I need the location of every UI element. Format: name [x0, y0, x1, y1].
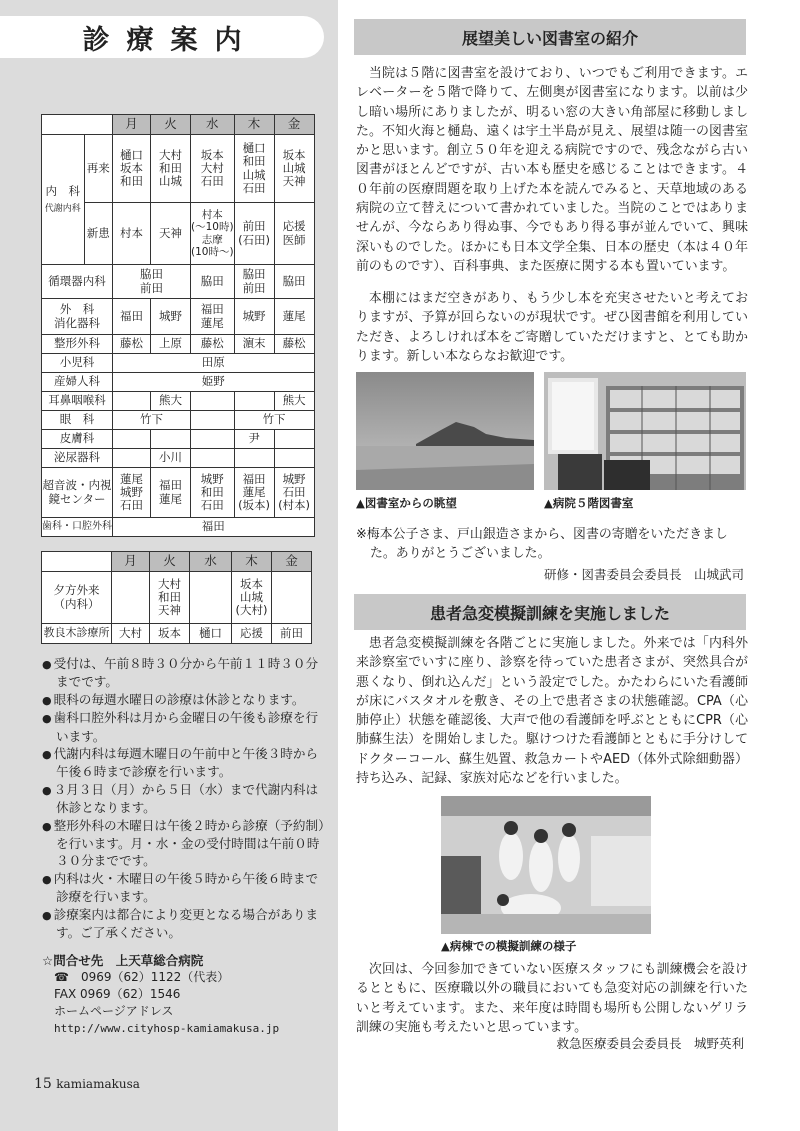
dept-naika: 内 科 代謝内科 [42, 135, 85, 265]
cell: 村本 (～10時) 志摩 (10時～) [191, 203, 235, 265]
cell: 大村 和田 天神 [150, 572, 190, 624]
cell: 城野 和田 石田 [191, 468, 235, 518]
naika-shinkan-label: 新患 [84, 203, 112, 265]
cell: 村本 [113, 203, 151, 265]
cell: 田原 [113, 354, 315, 373]
library-paragraph-2: 本棚にはまだ空きがあり、もう少し本を充実させたいと考えておりますが、予算が回らないのが現状です。ぜひ図書館を利用していただき、よろしければ本をご寄贈していただけますと、とても助かります。新しい本ならなお歓迎です。 [356, 291, 748, 364]
cell: 蓮尾 [274, 299, 314, 335]
library-photo [544, 372, 746, 490]
day-mon: 月 [112, 552, 150, 572]
donation-thanks: ※梅本公子さま、戸山銀造さまから、図書の寄贈をいただきました。ありがとうございました。 [356, 527, 728, 562]
dept-hinyoki: 泌尿器科 [42, 449, 113, 468]
cell: 城野 石田 (村本) [274, 468, 314, 518]
cell: 坂本 [150, 624, 190, 644]
cell: 熊大 [151, 392, 191, 411]
drill-paragraph-1: 患者急変模擬訓練を各階ごとに実施しました。外来では「内科外来診察室でいすに座り、診察を待っていた患者さまが、突然具合が悪くなり、倒れ込んだ」という設定でした。かたわらにいた看護師が床にバスタオルを敷き、その上で患者さまの状態確認。CPA（心肺停止）状態を確認後、大声で他の看護師を呼ぶとともにCPR（心肺蘇生法）を開始しました。駆けつけた看護師とともに手分けしてドクターコール、蘇生処置、救急カートやAED（体外式除細動器）持ち込み、記録、家族対応などを行いました。 [356, 636, 748, 787]
dept-kyoragi: 教良木診療所 [42, 624, 112, 644]
note-item: ● 受付は、午前８時３０分から午前１１時３０分までです。 [42, 655, 330, 691]
day-tue: 火 [151, 115, 191, 135]
cell: 藤松 [191, 335, 235, 354]
day-thu: 木 [232, 552, 272, 572]
cell: 応援 医師 [274, 203, 314, 265]
cell: 樋口 和田 山城 石田 [234, 135, 274, 203]
sea-view-photo [356, 372, 534, 490]
note-item: ● 代謝内科は毎週木曜日の午前中と午後３時から午後６時まで診療を行います。 [42, 745, 330, 781]
drill-section-title: 患者急変模擬訓練を実施しました [354, 594, 746, 630]
dept-shika: 歯科・口腔外科 [42, 518, 113, 537]
evening-table [41, 551, 312, 644]
dept-shoni: 小児科 [42, 354, 113, 373]
contact-block [42, 952, 338, 1037]
schedule-table [41, 114, 315, 537]
cell: 大村 和田 山城 [151, 135, 191, 203]
dept-junkanki: 循環器内科 [42, 265, 113, 299]
contact-head: ☆問合せ先 上天草総合病院 [42, 953, 204, 968]
drill-signature: 救急医療委員会委員長 城野英利 [556, 1036, 744, 1051]
cell: 城野 [234, 299, 274, 335]
note-item: ● 歯科口腔外科は月から金曜日の午後も診療を行います。 [42, 709, 330, 745]
contact-fax: FAX 0969（62）1546 [54, 987, 181, 1001]
cell: 竹下 [113, 411, 191, 430]
caption-drill: ▲病棟での模擬訓練の様子 [441, 939, 577, 953]
note-item: ● 診療案内は都合により変更となる場合があります。ご了承ください。 [42, 906, 330, 942]
page-number: 15 kamiamakusa [34, 1076, 140, 1092]
dept-seikei: 整形外科 [42, 335, 113, 354]
library-section-title: 展望美しい図書室の紹介 [354, 19, 746, 55]
cell: 樋口 坂本 和田 [113, 135, 151, 203]
note-item: ● 眼科の毎週水曜日の診療は休診となります。 [42, 691, 330, 709]
cell: 前田 (石田) [234, 203, 274, 265]
cell: 坂本 大村 石田 [191, 135, 235, 203]
cell: 濵末 [234, 335, 274, 354]
schedule-title-banner [0, 16, 324, 58]
drill-paragraph-2: 次回は、今回参加できていない医療スタッフにも訓練機会を設けるとともに、医療職以外の職員においても急変対応の訓練を行いたいと考えています。また、来年度は時間も場所も公開しないゲリラ訓練の実施も考えたいと思っています。 [356, 962, 748, 1035]
library-signature: 研修・図書委員会委員長 山城武司 [543, 567, 744, 582]
cell: 福田 蓮尾 [191, 299, 235, 335]
cell: 小川 [151, 449, 191, 468]
contact-hp-label: ホームページアドレス [54, 1004, 174, 1018]
cell: 福田 [113, 518, 315, 537]
cell: 前田 [272, 624, 312, 644]
cell: 天神 [151, 203, 191, 265]
cell: 樋口 [190, 624, 232, 644]
dept-choonpa: 超音波・内視 鏡センター [42, 468, 113, 518]
cell: 坂本 山城 天神 [274, 135, 314, 203]
note-item: ● 内科は火・木曜日の午後５時から午後６時まで診療を行います。 [42, 870, 330, 906]
cell: 福田 [113, 299, 151, 335]
note-item: ● ３月３日（月）から５日（水）まで代謝内科は休診となります。 [42, 781, 330, 817]
cell: 城野 [151, 299, 191, 335]
dept-jibi: 耳鼻咽喉科 [42, 392, 113, 411]
cell: 脇田 [191, 265, 235, 299]
cell: 応援 [232, 624, 272, 644]
naika-saisho-label: 再来 [84, 135, 112, 203]
library-paragraph-1: 当院は５階に図書室を設けており、いつでもご利用できます。エレベーターを５階で降りて、左側奥が図書室になります。以前は少し暗い場所にありましたが、明るい窓の大きい角部屋に移動しました。不知火海と樋島、遠くは宇土半島が見え、展望は随一の図書室かと思います。創立５０年を迎える病院ですので、残念ながら古い図書がほとんどですが、古い本も歴史を感じることはできます。４０年前の医療問題を取り上げた本を読んでみると、天草地域のある病院の立て替えについて書かれていました。当院のことではありませんが、今ならあり得ぬ事、今でもあり得る事が並んでいて、興味深いものでした。ほかにも日本文学全集、日本の歴史（本は４０年前のものです）、百科事典、また医療に関する本も置いています。 [356, 66, 748, 274]
cell: 福田 蓮尾 [151, 468, 191, 518]
day-wed: 水 [190, 552, 232, 572]
cell: 姫野 [113, 373, 315, 392]
cell: 脇田 [274, 265, 314, 299]
cell: 藤松 [274, 335, 314, 354]
dept-hifu: 皮膚科 [42, 430, 113, 449]
cell: 脇田 前田 [234, 265, 274, 299]
cell: 藤松 [113, 335, 151, 354]
cell: 熊大 [274, 392, 314, 411]
cell: 坂本 山城 (大村) [232, 572, 272, 624]
dept-geka: 外 科 消化器科 [42, 299, 113, 335]
cell: 脇田 前田 [113, 265, 191, 299]
schedule-title: 診療案内 [82, 24, 259, 56]
drill-photo [441, 796, 651, 934]
day-fri: 金 [272, 552, 312, 572]
notes-list [42, 655, 330, 942]
contact-tel: ☎ 0969（62）1122（代表） [54, 970, 230, 984]
caption-sea-view: ▲図書室からの眺望 [356, 496, 457, 510]
cell: 大村 [112, 624, 150, 644]
dept-ganka: 眼 科 [42, 411, 113, 430]
day-mon: 月 [113, 115, 151, 135]
dept-sanfujin: 産婦人科 [42, 373, 113, 392]
page-name: kamiamakusa [56, 1077, 140, 1091]
contact-url-link[interactable]: http://www.cityhosp-kamiamakusa.jp [54, 1022, 280, 1035]
day-wed: 水 [191, 115, 235, 135]
cell: 蓮尾 城野 石田 [113, 468, 151, 518]
day-fri: 金 [274, 115, 314, 135]
cell: 竹下 [234, 411, 314, 430]
day-tue: 火 [150, 552, 190, 572]
cell: 尹 [234, 430, 274, 449]
dept-yugata: 夕方外来 （内科） [42, 572, 112, 624]
note-item: ● 整形外科の木曜日は午後２時から診療（予約制）を行います。月・水・金の受付時間は午前０時３０分までです。 [42, 817, 330, 870]
day-thu: 木 [234, 115, 274, 135]
cell: 上原 [151, 335, 191, 354]
cell: 福田 蓮尾 (坂本) [234, 468, 274, 518]
caption-library: ▲病院５階図書室 [544, 496, 634, 510]
